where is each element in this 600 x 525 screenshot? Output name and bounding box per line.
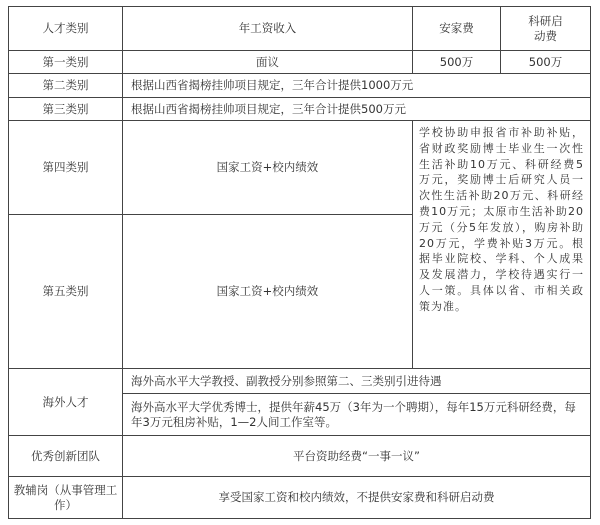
talent-policy-table	[8, 6, 591, 519]
policy-cell: 平台资助经费“一事一议”	[123, 436, 591, 477]
policy-cell: 根据山西省揭榜挂帅项目规定，三年合计提供1000万元	[123, 74, 591, 98]
policy-cell: 海外高水平大学教授、副教授分别参照第二、三类别引进待遇	[123, 369, 591, 394]
salary-cell: 面议	[123, 51, 413, 74]
settlement-cell: 500万	[413, 51, 501, 74]
header-row	[9, 7, 591, 51]
header-category: 人才类别	[9, 7, 123, 51]
category-cell: 第三类别	[9, 98, 123, 121]
category-cell: 海外人才	[9, 369, 123, 436]
table-row	[9, 121, 591, 215]
salary-cell: 国家工资+校内绩效	[123, 121, 413, 215]
policy-cell: 根据山西省揭榜挂帅项目规定，三年合计提供500万元	[123, 98, 591, 121]
table-row	[9, 98, 591, 121]
category-cell: 优秀创新团队	[9, 436, 123, 477]
category-cell: 第二类别	[9, 74, 123, 98]
header-research: 科研启动费	[501, 7, 591, 51]
table-row	[9, 51, 591, 74]
category-cell: 教辅岗（从事管理工作）	[9, 477, 123, 519]
table-row	[9, 74, 591, 98]
salary-cell: 国家工资+校内绩效	[123, 215, 413, 369]
policy-cell: 享受国家工资和校内绩效，不提供安家费和科研启动费	[123, 477, 591, 519]
policy-cell: 海外高水平大学优秀博士，提供年薪45万（3年为一个聘期），每年15万元科研经费，每年3万元租房补贴，1—2人间工作室等。	[123, 394, 591, 436]
header-salary: 年工资收入	[123, 7, 413, 51]
table-row	[9, 436, 591, 477]
research-cell: 500万	[501, 51, 591, 74]
table-row	[9, 477, 591, 519]
category-cell: 第一类别	[9, 51, 123, 74]
header-settlement: 安家费	[413, 7, 501, 51]
subsidy-note-cell: 学校协助申报省市补助补贴，省财政奖励博士毕业生一次性生活补助10万元、科研经费5万元，奖励博士后研究人员一次性生活补助20万元、科研经费10万元；太原市生活补助20万元（分5年发放），购房补助20万元，学费补贴3万元。根据毕业院校、学科、个人成果及发展潜力，学校待遇实行一人一策。具体以省、市相关政策为准。	[413, 121, 591, 369]
category-cell: 第五类别	[9, 215, 123, 369]
category-cell: 第四类别	[9, 121, 123, 215]
table-row	[9, 369, 591, 394]
